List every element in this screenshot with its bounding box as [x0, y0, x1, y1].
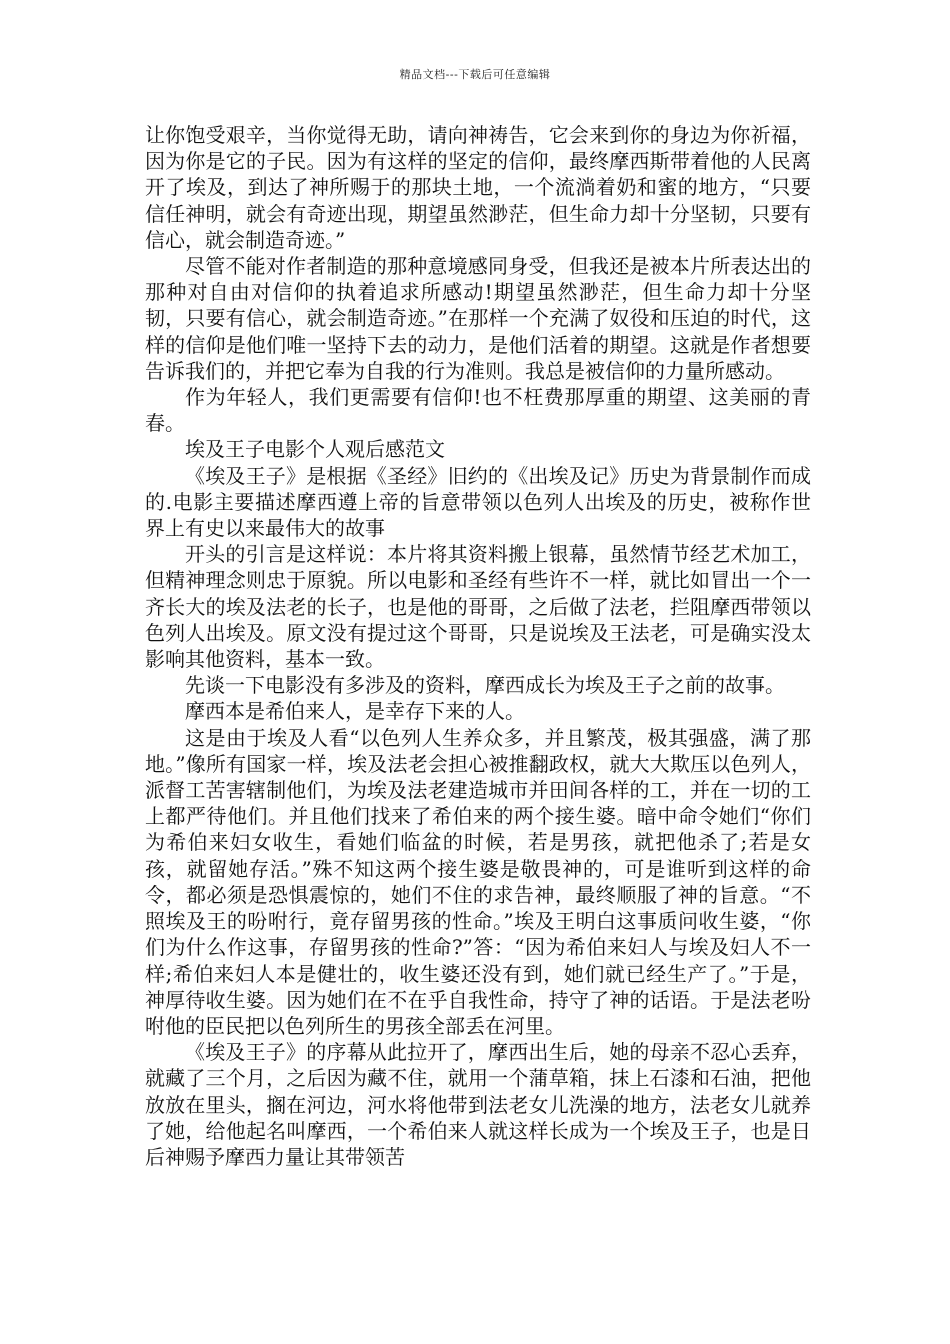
- paragraph-1: 让你饱受艰辛，当你觉得无助，请向神祷告，它会来到你的身边为你祈福，因为你是它的子民。因为有这样的坚定的信仰，最终摩西斯带着他的人民离开了埃及，到达了神所赐于的那块土地，一个流淌着奶和蜜的地方，“只要信任神明，就会有奇迹出现，期望虽然渺茫，但生命力却十分坚韧，只要有信心，就会制造奇迹。”: [145, 123, 811, 252]
- document-body: [145, 122, 811, 1170]
- paragraph-5: 《埃及王子》是根据《圣经》旧约的《出埃及记》历史为背景制作而成的.电影主要描述摩西遵上帝的旨意带领以色列人出埃及的历史，被称作世界上有史以来最伟大的故事: [145, 463, 811, 541]
- paragraph-8: 摩西本是希伯来人，是幸存下来的人。: [185, 699, 525, 724]
- paragraph-6: 开头的引言是这样说：本片将其资料搬上银幕，虽然情节经艺术加工，但精神理念则忠于原貌。所以电影和圣经有些许不一样，就比如冒出一个一齐长大的埃及法老的长子，也是他的哥哥，之后做了法老，拦阻摩西带领以色列人出埃及。原文没有提过这个哥哥，只是说埃及王法老，可是确实没太影响其他资料，基本一致。: [145, 542, 811, 672]
- paragraph-2: 尽管不能对作者制造的那种意境感同身受，但我还是被本片所表达出的那种对自由对信仰的执着追求所感动!期望虽然渺茫，但生命力却十分坚韧，只要有信心，就会制造奇迹。”在那样一个充满了奴役和压迫的时代，这样的信仰是他们唯一坚持下去的动力，是他们活着的期望。这就是作者想要告诉我们的，并把它奉为自我的行为准则。我总是被信仰的力量所感动。: [145, 254, 811, 383]
- section-heading: 埃及王子电影个人观后感范文: [185, 437, 445, 462]
- paragraph-7: 先谈一下电影没有多涉及的资料，摩西成长为埃及王子之前的故事。: [185, 673, 785, 698]
- paragraph-10: 《埃及王子》的序幕从此拉开了，摩西出生后，她的母亲不忍心丢弃，就藏了三个月，之后因为藏不住，就用一个蒲草箱，抹上石漆和石油，把他放放在里头，搁在河边，河水将他带到法老女儿洗澡的地方，法老女儿就养了她，给他起名叫摩西，一个希伯来人就这样长成为一个埃及王子，也是日后神赐予摩西力量让其带领苦: [145, 1040, 811, 1169]
- paragraph-3: 作为年轻人，我们更需要有信仰!也不枉费那厚重的期望、这美丽的青春。: [145, 385, 811, 436]
- page-header: 精品文档---下载后可任意编辑: [399, 68, 551, 81]
- paragraph-9: 这是由于埃及人看“以色列人生养众多，并且繁茂，极其强盛，满了那地。”像所有国家一样，埃及法老会担心被推翻政权，就大大欺压以色列人，派督工苦害辖制他们，为埃及法老建造城市并田间各样的工，并在一切的工上都严待他们。并且他们找来了希伯来的两个接生婆。暗中命令她们“你们为希伯来妇女收生，看她们临盆的时候，若是男孩，就把他杀了;若是女孩，就留她存活。”殊不知这两个接生婆是敬畏神的，可是谁听到这样的命令，都必须是恐惧震惊的，她们不住的求告神，最终顺服了神的旨意。“不照埃及王的吩咐行，竟存留男孩的性命。”埃及王明白这事质问收生婆，“你们为什么作这事，存留男孩的性命?”答：“因为希伯来妇人与埃及妇人不一样;希伯来妇人本是健壮的，收生婆还没有到，她们就已经生产了。”于是，神厚待收生婆。因为她们在不在乎自我性命，持守了神的话语。于是法老吩咐他的臣民把以色列所生的男孩全部丢在河里。: [145, 725, 811, 1038]
